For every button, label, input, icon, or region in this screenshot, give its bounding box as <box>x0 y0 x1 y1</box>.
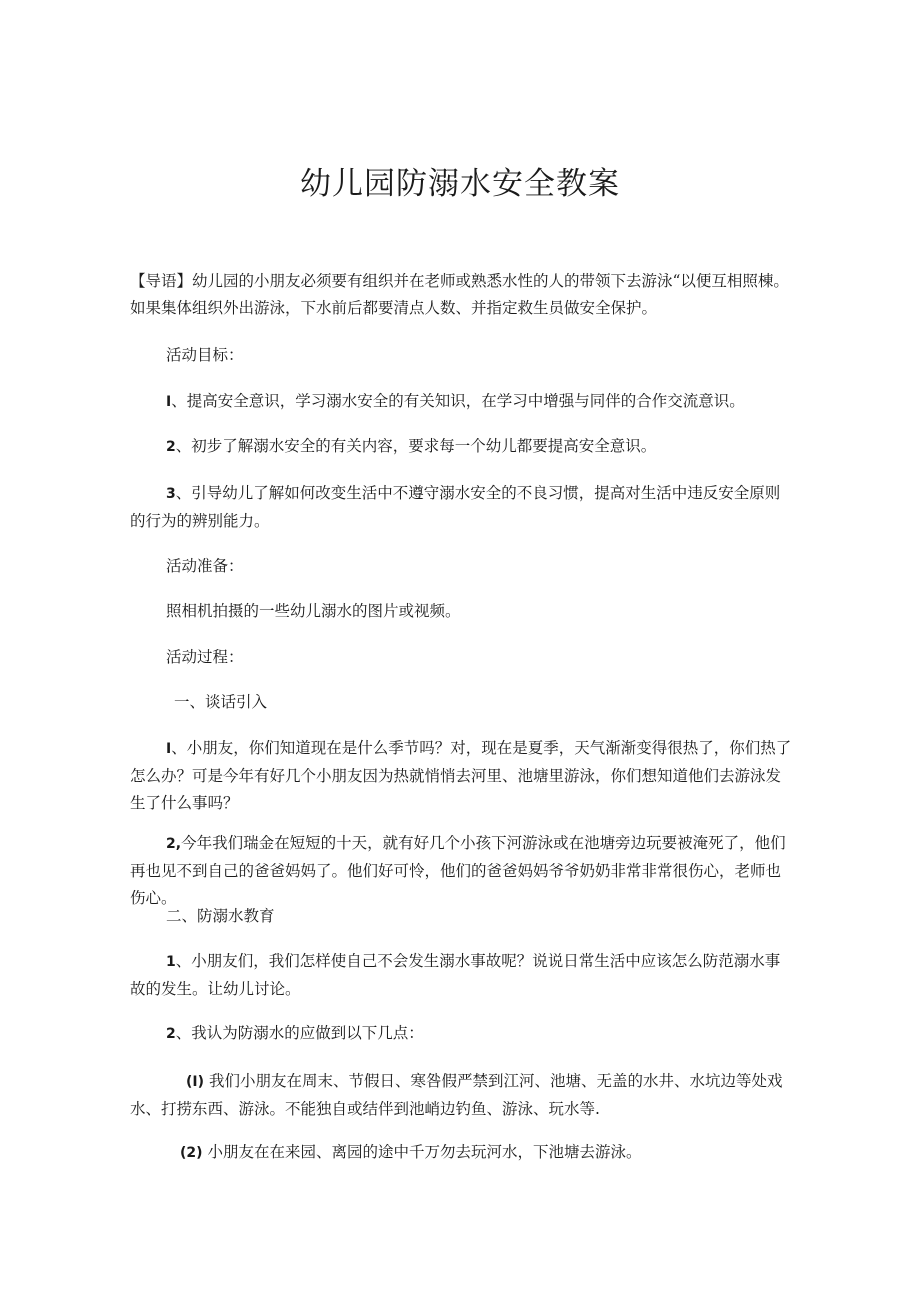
goal-item-2 <box>166 433 794 461</box>
goal-1-text: 、提高安全意识，学习溺水安全的有关知识，在学习中增强与同伴的合作交流意识。 <box>171 392 745 410</box>
s1-item-2-text: 今年我们瑞金在短短的十天，就有好几个小孩下河游泳或在池塘旁边玩要被淹死了，他们再也见不到自己的爸爸妈妈了。他们好可怜，他们的爸爸妈妈爷爷奶奶非常非常很伤心，老师也伤心。 <box>130 834 786 907</box>
section-1-item-1 <box>130 735 795 817</box>
s2-item-1-text: 、小朋友们，我们怎样使自己不会发生溺水事故呢？说说日常生活中应该怎么防范溺水事故的发生。让幼儿讨论。 <box>130 952 781 998</box>
goal-3-number: 3 <box>166 486 176 502</box>
sub-1-text: 我们小朋友在周末、节假日、寒咎假严禁到江河、池塘、无盖的水井、水坑边等处戏水、打捞东西、游泳。不能独自或结伴到池峭边钓鱼、游泳、玩水等. <box>130 1072 783 1118</box>
prep-text: 照相机拍摄的一些幼儿溺水的图片或视频。 <box>166 602 461 620</box>
goal-2-number: 2 <box>166 439 176 455</box>
s2-item-2-number: 2 <box>166 1026 176 1042</box>
s2-item-1-number: 1 <box>166 954 176 970</box>
section-1-item-2 <box>130 830 795 912</box>
goal-2-text: 、初步了解溺水安全的有关内容，要求每一个幼儿都要提高安全意识。 <box>175 437 657 455</box>
sub-2-text: 小朋友在在来园、离园的途中千万勿去玩河水，下池塘去游泳。 <box>207 1143 642 1161</box>
sub-2-number: (2) <box>180 1145 203 1161</box>
sub-item-2 <box>180 1139 794 1167</box>
intro-paragraph: 【导语】幼儿园的小朋友必须要有组织并在老师或熟悉水性的人的带领下去游泳“以便互相照棟。如果集体组织外出游泳，下水前后都要清点人数、并指定救生员做安全保护。 <box>130 272 789 317</box>
s1-item-1-text: 、小朋友，你们知道现在是什么季节吗？对，现在是夏季，天气渐渐变得很热了，你们热了怎么办？可是今年有好几个小朋友因为热就悄悄去河里、池塘里游泳，你们想知道他们去游泳发生了什么事吗？ <box>130 739 792 812</box>
goal-3-text: 、引导幼儿了解如何改变生活中不遵守溺水安全的不良习惯，提高对生活中违反安全原则的行为的辨别能力。 <box>130 484 781 530</box>
section-1-heading: 一、谈话引入 <box>174 693 268 711</box>
goal-1-number: I <box>166 394 172 410</box>
sub-1-number: (I) <box>186 1074 205 1090</box>
s2-item-2-text: 、我认为防溺水的应做到以下几点： <box>175 1024 424 1042</box>
goal-item-3 <box>130 480 795 535</box>
s1-item-1-number: I <box>166 741 172 757</box>
goals-heading: 活动目标： <box>166 346 244 364</box>
goal-item-1 <box>166 388 794 416</box>
section-2-item-2 <box>166 1020 794 1048</box>
section-2-item-1 <box>130 948 795 1003</box>
prep-heading: 活动准备： <box>166 557 244 575</box>
section-2-heading: 二、防溺水教育 <box>166 907 275 925</box>
document-title: 幼儿园防溺水安全教案 <box>300 166 620 202</box>
sub-item-1 <box>130 1068 795 1123</box>
process-heading: 活动过程： <box>166 648 244 666</box>
s1-item-2-number: 2, <box>166 836 182 852</box>
